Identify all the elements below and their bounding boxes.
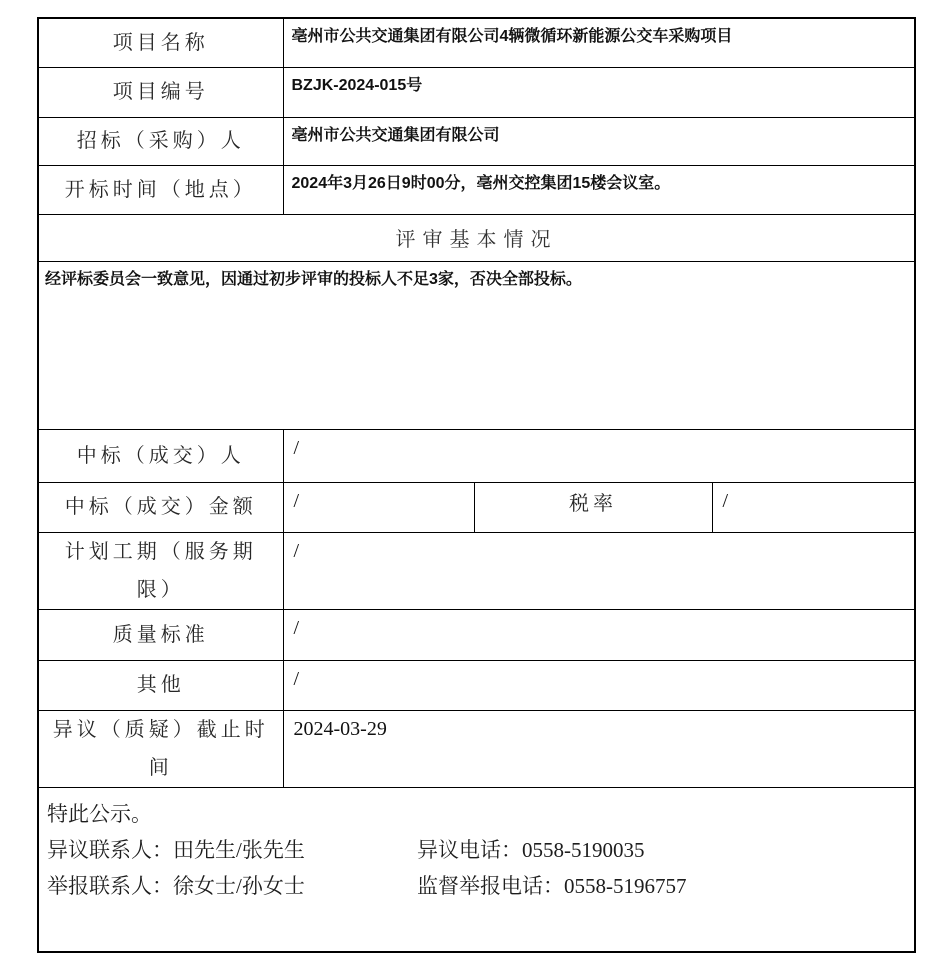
bid-opening-label: 开标时间（地点）	[38, 165, 283, 214]
review-section-header: 评审基本情况	[38, 214, 915, 261]
project-name-label: 项目名称	[38, 18, 283, 67]
objection-deadline-label: 异议（质疑）截止时间	[38, 710, 283, 787]
tax-rate-label: 税率	[474, 482, 712, 532]
other-label: 其他	[38, 660, 283, 710]
footer-block	[38, 787, 915, 952]
objection-contact-line	[47, 832, 904, 868]
amount-value: /	[283, 482, 474, 532]
report-phone: 监督举报电话：0558-5196757	[417, 873, 687, 898]
quality-value: /	[283, 609, 915, 660]
table-row	[38, 67, 915, 117]
winner-label: 中标（成交）人	[38, 429, 283, 482]
duration-value: /	[283, 532, 915, 609]
table-row	[38, 429, 915, 482]
objection-contact: 异议联系人：田先生/张先生	[47, 837, 305, 862]
notice-line: 特此公示。	[47, 801, 152, 826]
review-note-row	[38, 261, 915, 429]
table-row	[38, 18, 915, 67]
table-row	[38, 532, 915, 609]
other-value: /	[283, 660, 915, 710]
table-row	[38, 710, 915, 787]
table-row	[38, 609, 915, 660]
project-number-value: BZJK-2024-015号	[283, 67, 915, 117]
report-contact-line	[47, 868, 904, 904]
report-contact: 举报联系人：徐女士/孙女士	[47, 873, 305, 898]
amount-label: 中标（成交）金额	[38, 482, 283, 532]
objection-phone: 异议电话：0558-5190035	[417, 837, 645, 862]
section-header-row	[38, 214, 915, 261]
table-row	[38, 660, 915, 710]
objection-deadline-value: 2024-03-29	[283, 710, 915, 787]
bid-result-table	[37, 17, 916, 953]
tenderer-label: 招标（采购）人	[38, 117, 283, 165]
bid-opening-value: 2024年3月26日9时00分，亳州交控集团15楼会议室。	[283, 165, 915, 214]
project-name-value: 亳州市公共交通集团有限公司4辆微循环新能源公交车采购项目	[283, 18, 915, 67]
project-number-label: 项目编号	[38, 67, 283, 117]
winner-value: /	[283, 429, 915, 482]
table-row	[38, 117, 915, 165]
footer-row	[38, 787, 915, 952]
tax-rate-value: /	[712, 482, 915, 532]
table-row	[38, 165, 915, 214]
table-row	[38, 482, 915, 532]
tenderer-value: 亳州市公共交通集团有限公司	[283, 117, 915, 165]
review-note-text: 经评标委员会一致意见，因通过初步评审的投标人不足3家，否决全部投标。	[38, 261, 915, 429]
quality-label: 质量标准	[38, 609, 283, 660]
duration-label: 计划工期（服务期限）	[38, 532, 283, 609]
